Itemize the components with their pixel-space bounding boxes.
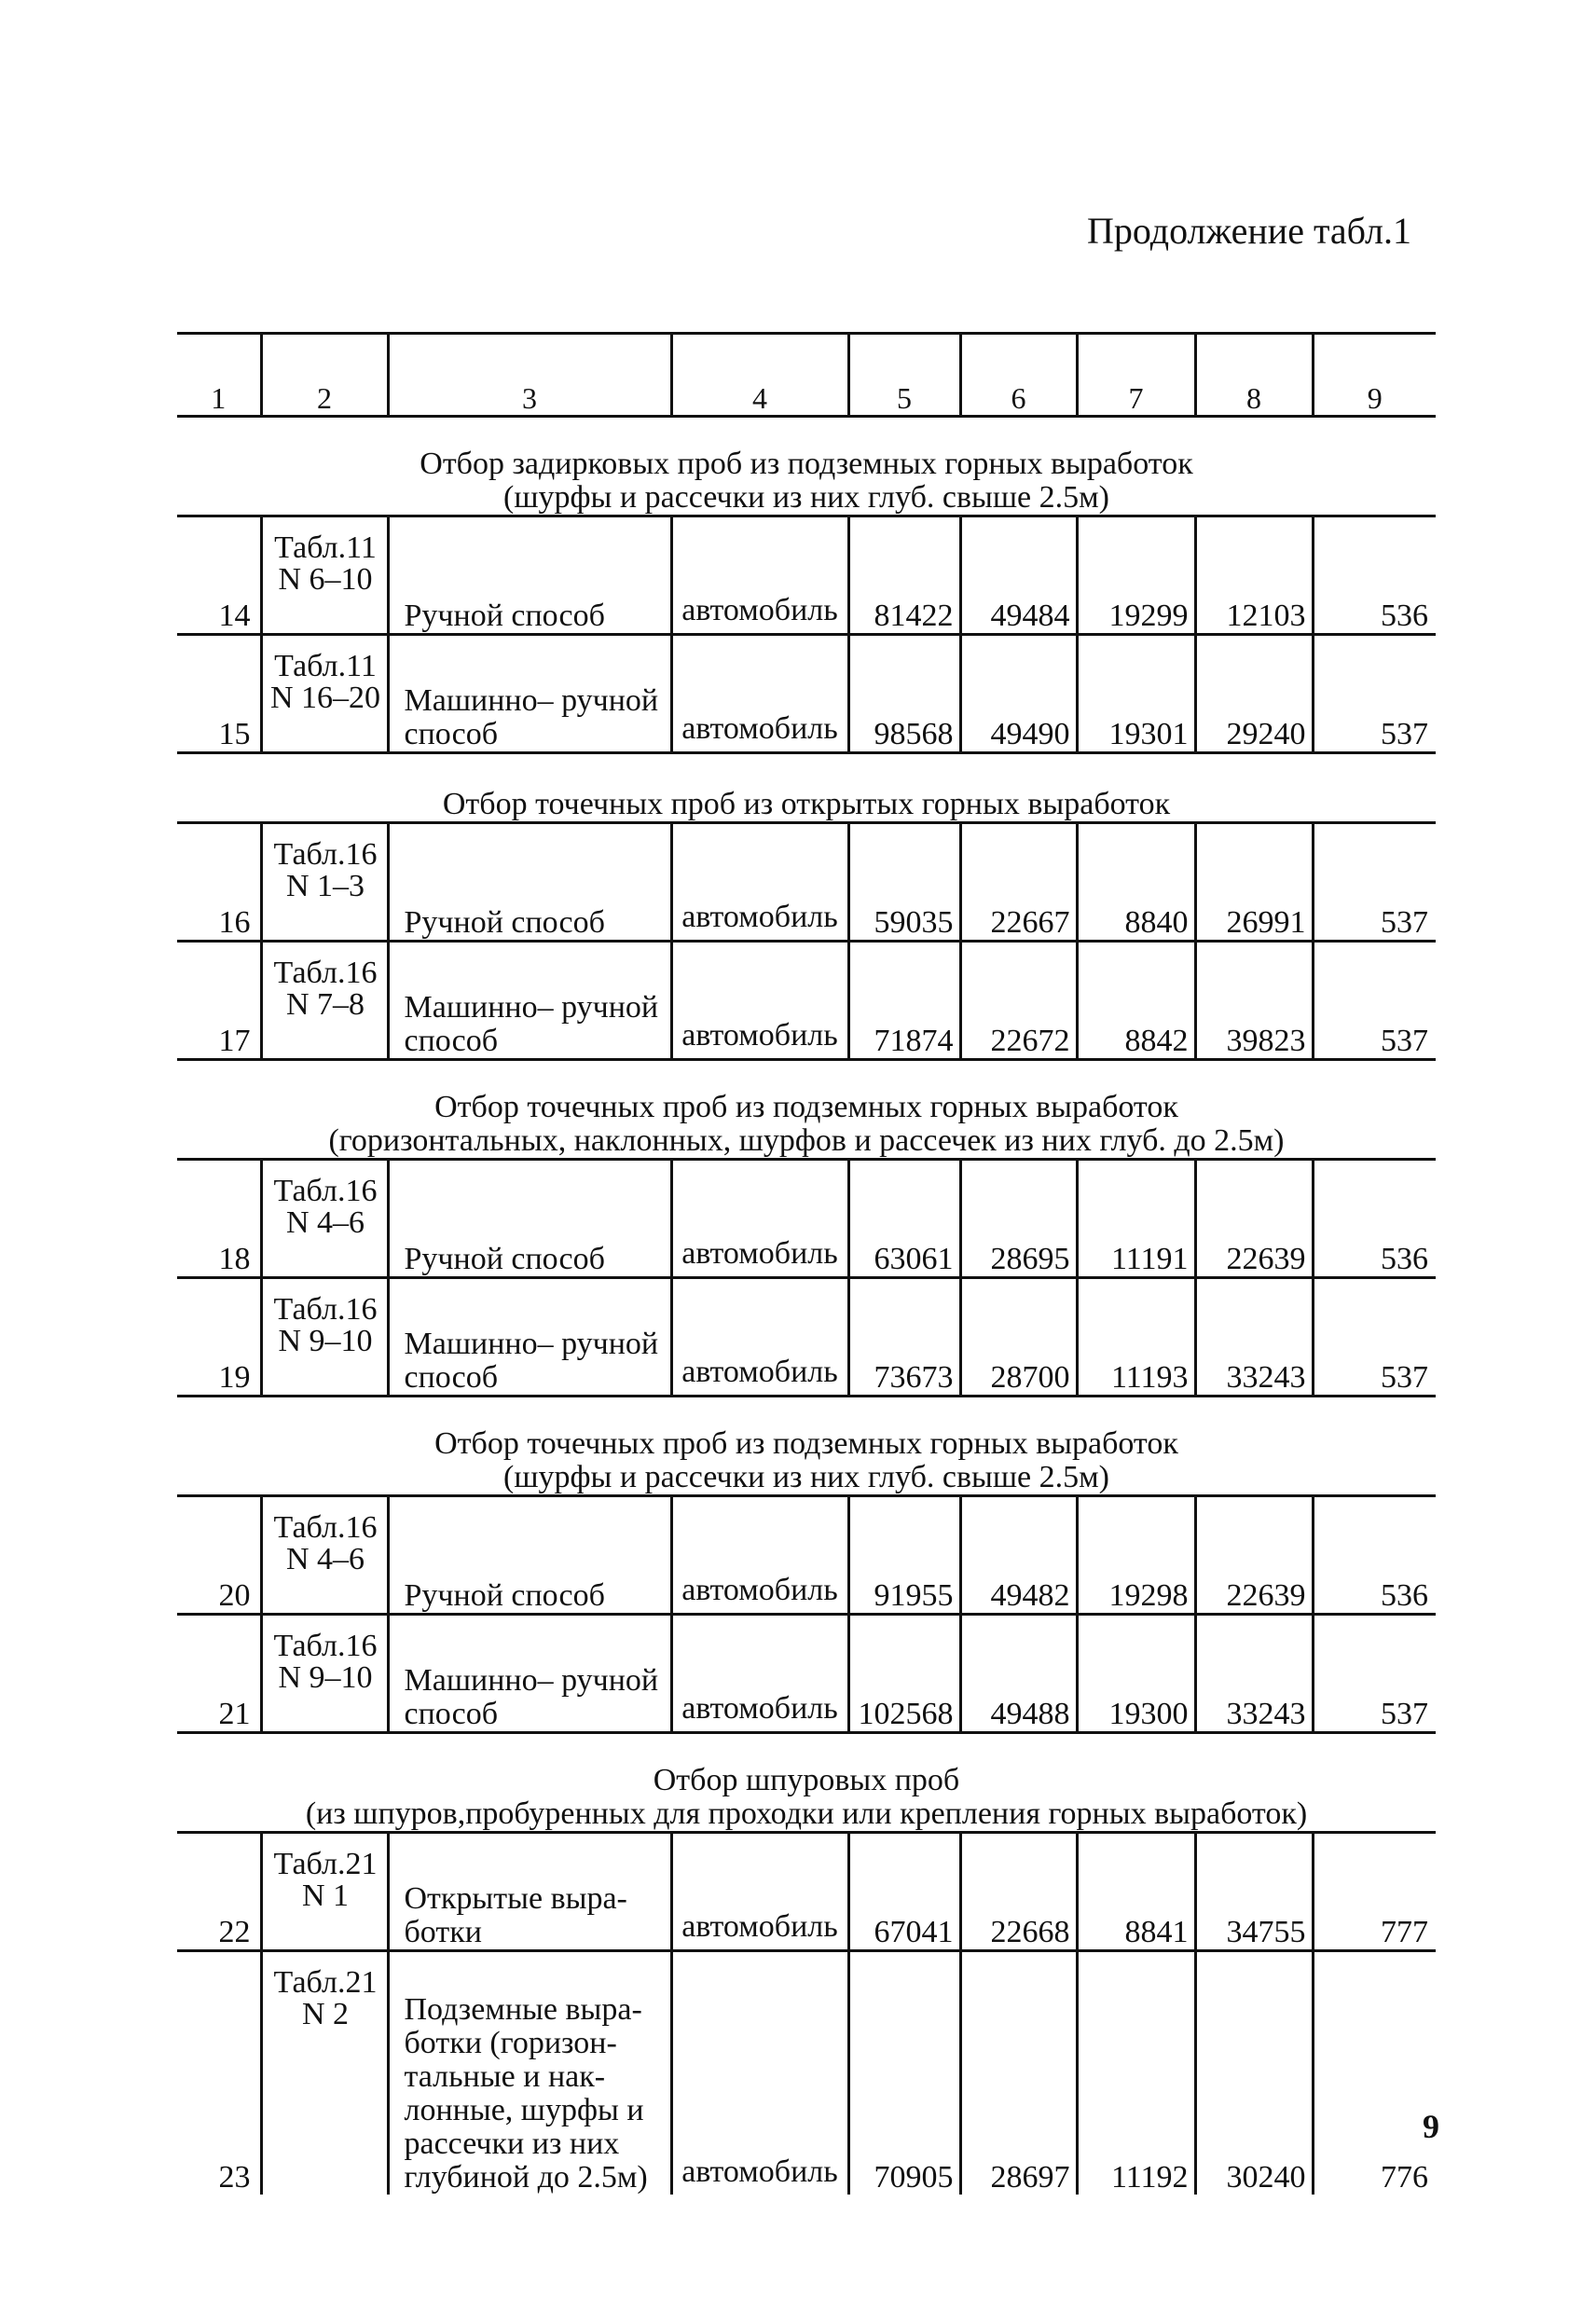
table-reference: Табл.16 [273, 956, 378, 990]
row-number-cell: 17 [177, 942, 261, 1060]
section-title-line: Отбор шпуровых проб [653, 1763, 960, 1797]
table-reference: Табл.16 [273, 837, 378, 872]
value-cell-9: 536 [1313, 516, 1436, 635]
table-reference-range: N 2 [301, 1997, 350, 2031]
table-reference-cell [261, 1160, 388, 1278]
value-cell-5: 91955 [848, 1496, 960, 1615]
table-reference-cell [261, 1496, 388, 1615]
transport-cell: автомобиль [671, 635, 848, 753]
section-title [177, 1060, 1436, 1160]
row-number-cell: 23 [218, 2160, 251, 2195]
value-cell-5: 98568 [848, 635, 960, 753]
table-reference-range: N 4–6 [285, 1205, 365, 1240]
transport-cell: автомобиль [671, 1833, 848, 1951]
table-row [177, 823, 1436, 942]
value-cell-7: 8841 [1077, 1833, 1195, 1951]
value-cell-7: 19300 [1077, 1615, 1195, 1733]
method-cell: Ручной способ [388, 1496, 671, 1615]
value-cell-8: 39823 [1195, 942, 1313, 1060]
row-number-cell: 19 [177, 1278, 261, 1397]
section-header-row [177, 1397, 1436, 1496]
table-reference-range: N 1 [301, 1878, 350, 1913]
section-header-row [177, 1060, 1436, 1160]
value-cell-7: 11193 [1077, 1278, 1195, 1397]
table-row [177, 1615, 1436, 1733]
row-number-cell: 15 [177, 635, 261, 753]
value-cell-8: 22639 [1195, 1160, 1313, 1278]
section-title [177, 1397, 1436, 1496]
column-header: 5 [848, 334, 960, 417]
value-cell-9: 536 [1313, 1496, 1436, 1615]
page-number: 9 [1423, 2108, 1439, 2145]
section-header-row [177, 1733, 1436, 1833]
value-cell-6: 22667 [960, 823, 1077, 942]
row-number-cell: 21 [177, 1615, 261, 1733]
table-reference: Табл.11 [274, 530, 377, 565]
transport-cell: автомобиль [671, 1278, 848, 1397]
table-reference-cell [261, 1615, 388, 1733]
value-cell-8: 33243 [1195, 1615, 1313, 1733]
value-cell-6: 49488 [960, 1615, 1077, 1733]
value-cell-7: 19299 [1077, 516, 1195, 635]
section-header-row [177, 417, 1436, 516]
value-cell-8: 30240 [1195, 1951, 1313, 2195]
column-header: 4 [671, 334, 848, 417]
value-cell-8: 33243 [1195, 1278, 1313, 1397]
price-table-grid [177, 332, 1436, 2195]
value-cell-6: 22668 [960, 1833, 1077, 1951]
value-cell-7: 11192 [1077, 1951, 1195, 2195]
value-cell-8: 22639 [1195, 1496, 1313, 1615]
column-number-header [177, 334, 1436, 417]
method-cell: Подземные выра- ботки (горизон- тальные и нак- лонные, шурфы и рассечки из них глубиной до 2.5м) [388, 1951, 671, 2195]
price-table [177, 332, 1436, 2195]
value-cell-6: 28697 [960, 1951, 1077, 2195]
value-cell-6: 28700 [960, 1278, 1077, 1397]
section-title-line: (шурфы и рассечки из них глуб. свыше 2.5м) [503, 480, 1109, 515]
table-reference: Табл.11 [274, 649, 377, 683]
method-cell: Ручной способ [388, 1160, 671, 1278]
row-number-cell: 20 [177, 1496, 261, 1615]
value-cell-5: 70905 [848, 1951, 960, 2195]
table-row [177, 635, 1436, 753]
table-row [177, 942, 1436, 1060]
value-cell-7: 19301 [1077, 635, 1195, 753]
row-number-cell: 14 [177, 516, 261, 635]
method-cell: Ручной способ [388, 516, 671, 635]
column-header: 8 [1195, 334, 1313, 417]
method-cell: Машинно– ручной способ [388, 942, 671, 1060]
column-header: 7 [1077, 334, 1195, 417]
value-cell-8: 34755 [1195, 1833, 1313, 1951]
value-cell-9: 537 [1313, 823, 1436, 942]
row-number-cell: 18 [177, 1160, 261, 1278]
table-reference-range: N 6–10 [278, 562, 373, 597]
section-title-line: (шурфы и рассечки из них глуб. свыше 2.5м) [503, 1460, 1109, 1494]
value-cell-5: 63061 [848, 1160, 960, 1278]
transport-cell: автомобиль [671, 1496, 848, 1615]
value-cell-5: 71874 [848, 942, 960, 1060]
table-reference-cell [261, 823, 388, 942]
value-cell-8: 29240 [1195, 635, 1313, 753]
table-reference: Табл.21 [273, 1965, 378, 2000]
value-cell-9: 537 [1313, 635, 1436, 753]
value-cell-6: 49482 [960, 1496, 1077, 1615]
table-reference-cell [261, 1951, 388, 2195]
value-cell-5: 102568 [848, 1615, 960, 1733]
section-header-row [177, 753, 1436, 823]
value-cell-5: 73673 [848, 1278, 960, 1397]
table-reference-range: N 4–6 [285, 1542, 365, 1576]
section-title-line: Отбор точечных проб из подземных горных выработок [434, 1090, 1178, 1124]
value-cell-6: 28695 [960, 1160, 1077, 1278]
table-reference-cell [261, 942, 388, 1060]
table-reference-cell [261, 1833, 388, 1951]
value-cell-5: 67041 [848, 1833, 960, 1951]
value-cell-5: 81422 [848, 516, 960, 635]
table-row [177, 1278, 1436, 1397]
table-reference-range: N 16–20 [269, 681, 381, 715]
transport-cell: автомобиль [671, 516, 848, 635]
transport-cell: автомобиль [671, 942, 848, 1060]
column-header: 2 [261, 334, 388, 417]
value-cell-6: 22672 [960, 942, 1077, 1060]
table-reference-range: N 9–10 [278, 1324, 373, 1358]
table-row [177, 516, 1436, 635]
value-cell-7: 19298 [1077, 1496, 1195, 1615]
value-cell-7: 8840 [1077, 823, 1195, 942]
table-continuation-label: Продолжение табл.1 [1087, 210, 1411, 252]
table-reference: Табл.21 [273, 1847, 378, 1881]
row-number-cell: 22 [177, 1833, 261, 1951]
method-cell: Ручной способ [388, 823, 671, 942]
section-title [177, 753, 1436, 823]
table-reference: Табл.16 [273, 1629, 378, 1663]
column-header: 6 [960, 334, 1077, 417]
table-reference: Табл.16 [273, 1510, 378, 1545]
table-row [177, 1951, 1436, 2195]
table-reference-range: N 9–10 [278, 1660, 373, 1695]
value-cell-8: 26991 [1195, 823, 1313, 942]
section-title-line: Отбор задирковых проб из подземных горных выработок [420, 447, 1193, 481]
table-reference: Табл.16 [273, 1174, 378, 1208]
value-cell-6: 49484 [960, 516, 1077, 635]
transport-cell: автомобиль [671, 1951, 848, 2195]
table-row [177, 1833, 1436, 1951]
table-reference-range: N 1–3 [285, 869, 365, 903]
table-row [177, 1160, 1436, 1278]
section-title-line: Отбор точечных проб из открытых горных выработок [442, 787, 1171, 821]
row-number-cell: 16 [177, 823, 261, 942]
section-title-line: Отбор точечных проб из подземных горных выработок [434, 1426, 1178, 1461]
transport-cell: автомобиль [671, 1160, 848, 1278]
transport-cell: автомобиль [671, 823, 848, 942]
value-cell-9: 537 [1313, 1615, 1436, 1733]
column-header: 3 [388, 334, 671, 417]
table-reference-cell [261, 635, 388, 753]
method-cell: Машинно– ручной способ [388, 1278, 671, 1397]
method-cell: Машинно– ручной способ [388, 1615, 671, 1733]
method-cell: Открытые выра- ботки [388, 1833, 671, 1951]
value-cell-5: 59035 [848, 823, 960, 942]
table-row [177, 1496, 1436, 1615]
table-reference-cell [261, 516, 388, 635]
section-title [177, 1733, 1436, 1833]
value-cell-7: 8842 [1077, 942, 1195, 1060]
table-reference-range: N 7–8 [285, 987, 365, 1022]
column-header: 1 [177, 334, 261, 417]
transport-cell: автомобиль [671, 1615, 848, 1733]
value-cell-6: 49490 [960, 635, 1077, 753]
method-cell: Машинно– ручной способ [388, 635, 671, 753]
column-header: 9 [1313, 334, 1436, 417]
value-cell-7: 11191 [1077, 1160, 1195, 1278]
section-title [177, 417, 1436, 516]
value-cell-9: 537 [1313, 942, 1436, 1060]
table-reference-cell [261, 1278, 388, 1397]
table-reference: Табл.16 [273, 1292, 378, 1327]
value-cell-9: 776 [1313, 1951, 1436, 2195]
value-cell-8: 12103 [1195, 516, 1313, 635]
value-cell-9: 777 [1313, 1833, 1436, 1951]
section-title-line: (горизонтальных, наклонных, шурфов и рассечек из них глуб. до 2.5м) [328, 1123, 1285, 1158]
value-cell-9: 536 [1313, 1160, 1436, 1278]
section-title-line: (из шпуров,пробуренных для проходки или крепления горных выработок) [305, 1796, 1308, 1831]
value-cell-9: 537 [1313, 1278, 1436, 1397]
